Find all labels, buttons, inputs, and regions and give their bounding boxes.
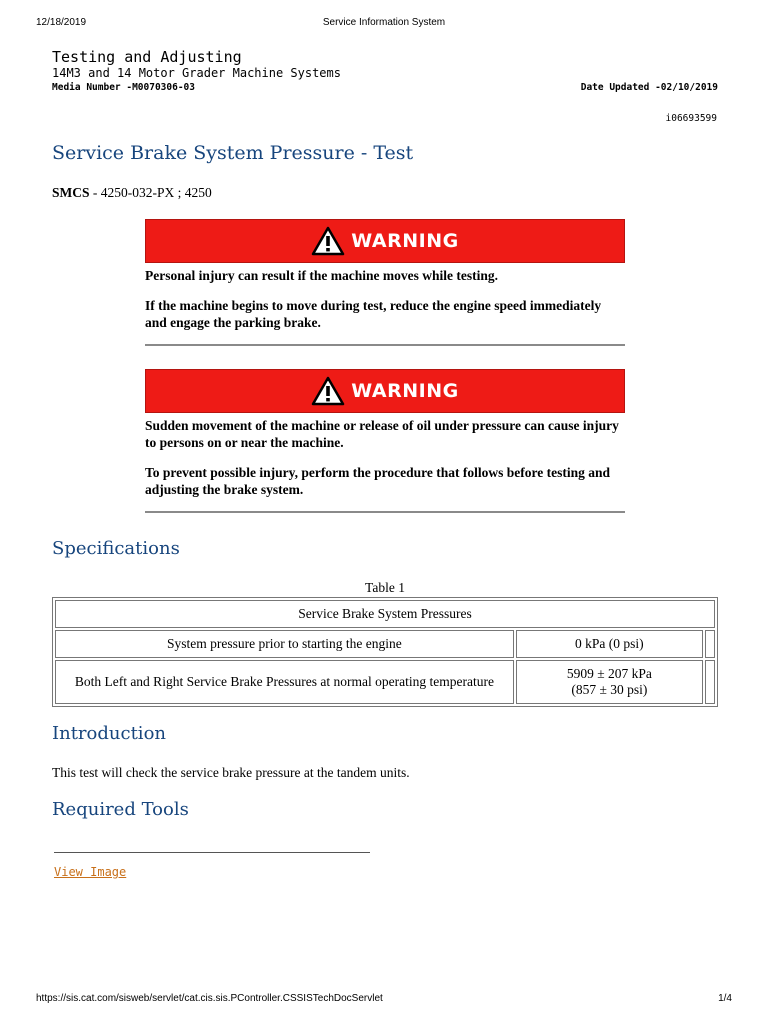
document-type: Testing and Adjusting (52, 48, 242, 66)
machine-model: 14M3 and 14 Motor Grader Machine Systems (52, 66, 341, 80)
table-caption: Table 1 (365, 580, 405, 595)
print-footer (0, 993, 768, 1007)
spec-value-line: 5909 ± 207 kPa (566, 666, 652, 681)
warning-text (145, 417, 625, 498)
warning-triangle-icon (311, 376, 345, 406)
introduction-heading: Introduction (52, 723, 166, 744)
spec-item: System pressure prior to starting the engine (55, 630, 514, 658)
warning-triangle-icon (311, 226, 345, 256)
print-url: https://sis.cat.com/sisweb/servlet/cat.cis.sis.PController.CSSISTechDocServlet (36, 993, 383, 1004)
table-row (55, 630, 715, 658)
spec-value: 0 kPa (0 psi) (516, 630, 703, 658)
warning-block-2 (145, 369, 625, 513)
divider (145, 344, 625, 346)
meta-row (52, 81, 718, 95)
warning-label: WARNING (351, 230, 459, 252)
warning-text (145, 267, 625, 331)
print-date: 12/18/2019 (36, 17, 87, 28)
divider (145, 511, 625, 513)
warning-paragraph: Sudden movement of the machine or release of oil under pressure can cause injury to persons on or near the machine. (145, 418, 619, 450)
table-title: Service Brake System Pressures (55, 600, 715, 628)
warning-label: WARNING (351, 380, 459, 402)
print-header (0, 17, 768, 31)
spec-item: Both Left and Right Service Brake Pressures at normal operating temperature (55, 660, 514, 704)
page-title: Service Brake System Pressure - Test (52, 142, 414, 164)
spec-value-line: (857 ± 30 psi) (571, 682, 648, 697)
media-number: Media Number -M0070306-03 (52, 82, 195, 93)
smcs-code (52, 185, 212, 201)
date-updated: Date Updated -02/10/2019 (580, 82, 718, 93)
warning-banner (145, 369, 625, 413)
introduction-text: This test will check the service brake pressure at the tandem units. (52, 765, 410, 780)
specifications-heading: Specifications (52, 538, 180, 559)
warning-paragraph: To prevent possible injury, perform the procedure that follows before testing and adjusting the brake system. (145, 465, 610, 497)
warning-paragraph: If the machine begins to move during test, reduce the engine speed immediately and engage the parking brake. (145, 298, 602, 330)
spec-empty-cell (705, 660, 715, 704)
smcs-value: - 4250-032-PX ; 4250 (89, 185, 212, 200)
document-header (52, 48, 718, 95)
required-tools-heading: Required Tools (52, 799, 189, 820)
spec-empty-cell (705, 630, 715, 658)
specifications-table (52, 597, 718, 707)
print-title: Service Information System (322, 17, 446, 28)
spec-value (516, 660, 703, 704)
divider (54, 852, 370, 853)
warning-banner (145, 219, 625, 263)
warning-block-1 (145, 219, 625, 346)
smcs-label: SMCS (52, 185, 90, 200)
table-title-row (55, 600, 715, 628)
table-row (55, 660, 715, 704)
page-number: 1/4 (718, 993, 732, 1004)
warning-paragraph: Personal injury can result if the machine moves while testing. (145, 268, 498, 283)
view-image-link[interactable]: View Image (54, 865, 127, 879)
document-id: i06693599 (665, 113, 717, 124)
